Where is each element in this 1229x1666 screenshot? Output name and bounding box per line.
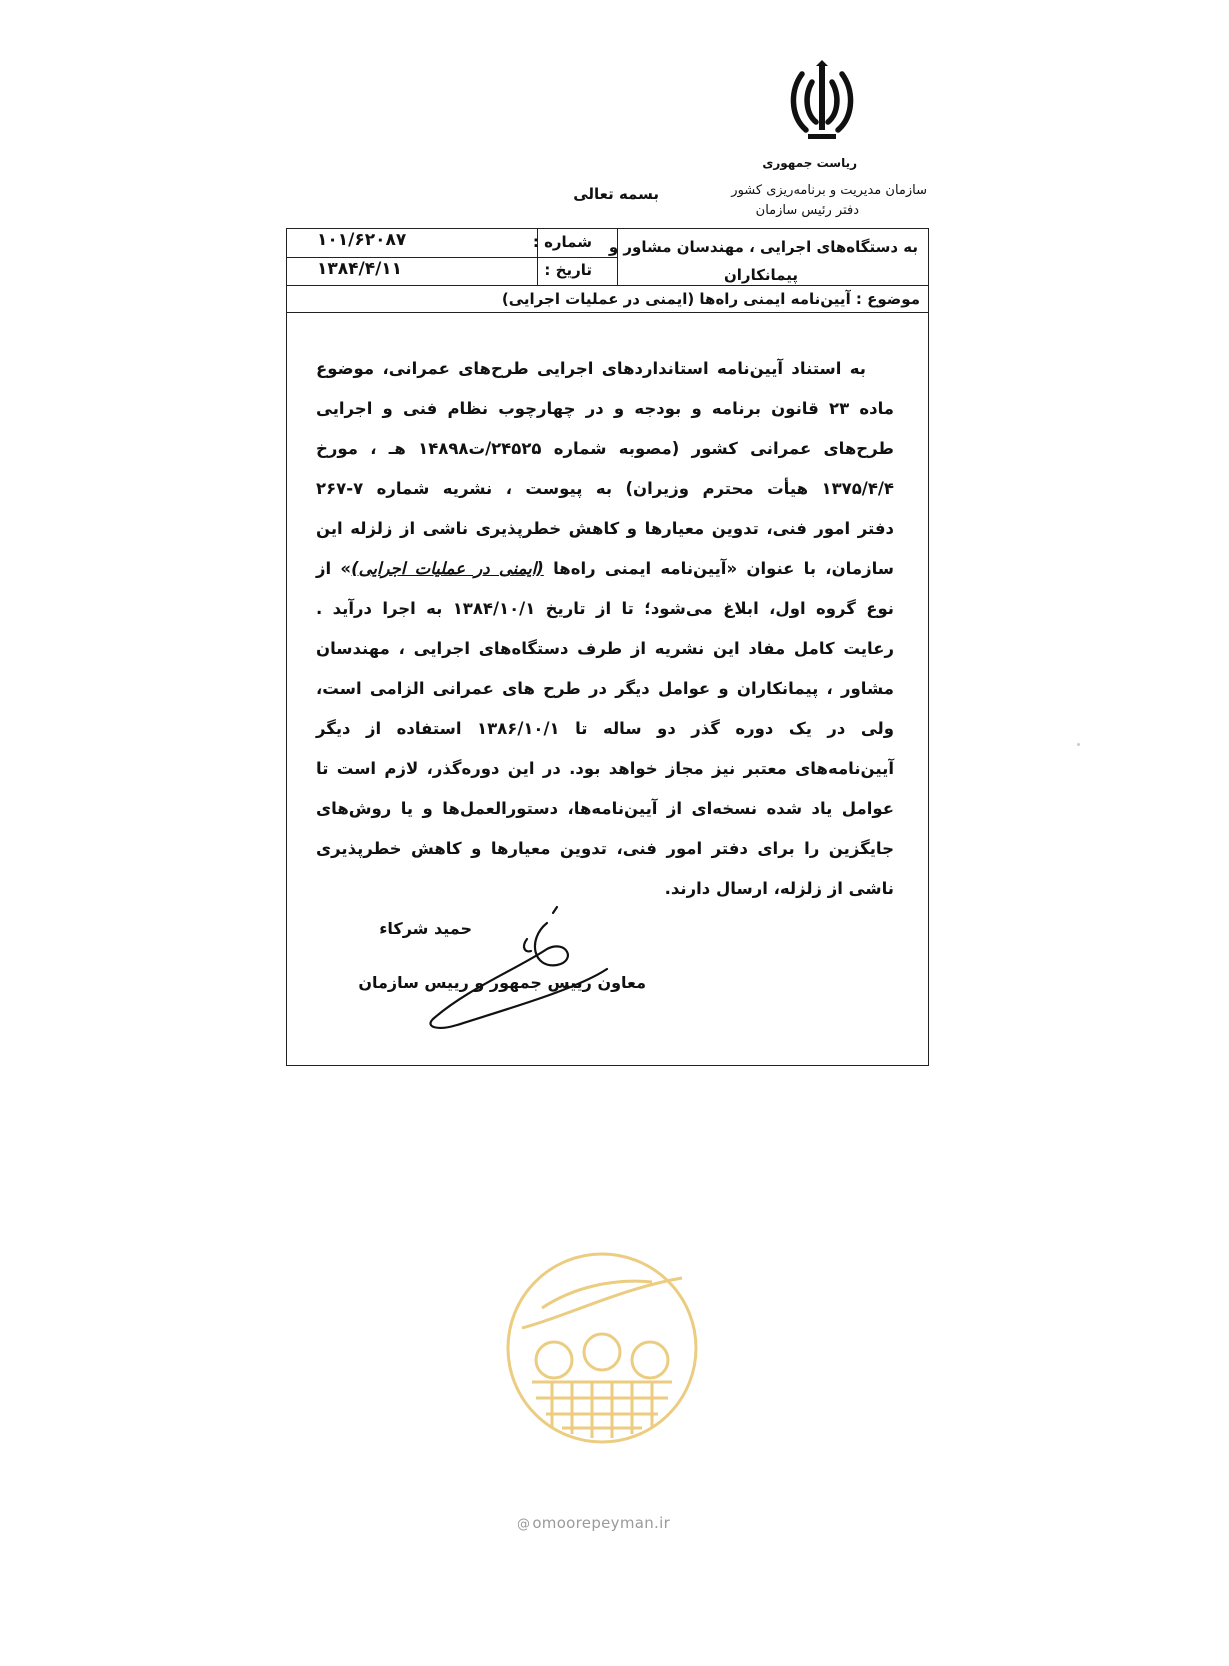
office-label: دفتر رئیس سازمان bbox=[755, 203, 859, 218]
body-line: دفتر امور فنی، تدوین معیارها و کاهش خطرپذیری ناشی از زلزله این bbox=[316, 519, 894, 538]
body-line: جایگزین را برای دفتر امور فنی، تدوین معیارها و کاهش خطرپذیری bbox=[316, 839, 894, 858]
omoore-peyman-seal-icon bbox=[502, 1248, 702, 1448]
letter-date: ۱۳۸۴/۴/۱۱ bbox=[317, 259, 403, 279]
organization-label: سازمان مدیریت و برنامه‌ریزی کشور bbox=[731, 183, 927, 198]
signature-mark bbox=[407, 899, 627, 1039]
body-line: به استناد آیین‌نامه استانداردهای اجرایی طرح‌های عمرانی، موضوع bbox=[316, 359, 866, 378]
number-label: شماره : bbox=[532, 233, 592, 251]
presidency-label: ریاست جمهوری bbox=[762, 156, 857, 170]
at-sign-icon: @ bbox=[517, 1517, 531, 1532]
signer-name: حمید شرکاء bbox=[379, 919, 472, 938]
scan-speck bbox=[1077, 743, 1080, 746]
letter-number: ۱۰۱/۶۲۰۸۷ bbox=[317, 230, 407, 250]
basmala-label: بسمه تعالی bbox=[573, 185, 659, 203]
body-line: طرح‌های عمرانی کشور (مصوبه شماره ۲۴۵۲۵/ت۱۴۸۹۸ هـ ، مورخ bbox=[316, 439, 894, 458]
date-label: تاریخ : bbox=[544, 261, 592, 279]
body-text-segment: » از bbox=[316, 559, 352, 578]
body-line: آیین‌نامه‌های معتبر نیز مجاز خواهد بود. در این دوره‌گذر، لازم است تا bbox=[316, 759, 894, 778]
emphasized-title: (ایمنی در عملیات اجرایی) bbox=[351, 559, 544, 578]
body-line: مشاور ، پیمانکاران و عوامل دیگر در طرح های عمرانی الزامی است، bbox=[316, 679, 894, 698]
body-line: ولی در یک دوره گذر دو ساله تا ۱۳۸۶/۱۰/۱ استفاده از دیگر bbox=[316, 719, 894, 738]
iran-emblem-icon bbox=[786, 60, 858, 150]
body-line bbox=[316, 549, 894, 589]
divider bbox=[287, 257, 617, 258]
recipient-line: پیمانکاران bbox=[723, 266, 798, 284]
letter-body bbox=[316, 349, 894, 909]
body-line: ۱۳۷۵/۴/۴ هیأت محترم وزیران) به پیوست ، نشریه شماره ۷-۲۶۷ bbox=[316, 479, 894, 498]
recipient-line: به دستگاه‌های اجرایی ، مهندسان مشاور و bbox=[608, 238, 918, 256]
signer-title: معاون رییس جمهور و رییس سازمان bbox=[358, 973, 646, 992]
site-url: omoorepeyman.ir bbox=[532, 1514, 671, 1532]
footer-site bbox=[517, 1514, 670, 1532]
subject: موضوع : آیین‌نامه ایمنی راه‌ها (ایمنی در عملیات اجرایی) bbox=[501, 290, 920, 308]
body-text-segment: سازمان، با عنوان «آیین‌نامه ایمنی راه‌ها bbox=[543, 559, 894, 578]
letter-frame bbox=[286, 228, 929, 1066]
body-line: عوامل یاد شده نسخه‌ای از آیین‌نامه‌ها، دستورالعمل‌ها و یا روش‌های bbox=[316, 799, 894, 818]
recipient bbox=[608, 233, 918, 289]
body-line: نوع گروه اول، ابلاغ می‌شود؛ تا از تاریخ ۱۳۸۴/۱۰/۱ به اجرا درآید . bbox=[316, 599, 895, 618]
body-line: ماده ۲۳ قانون برنامه و بودجه و در چهارچوب نظام فنی و اجرایی bbox=[316, 399, 894, 418]
divider bbox=[287, 312, 928, 313]
body-line: ناشی از زلزله، ارسال دارند. bbox=[664, 879, 894, 898]
body-line: رعایت کامل مفاد این نشریه از طرف دستگاه‌های اجرایی ، مهندسان bbox=[316, 639, 894, 658]
